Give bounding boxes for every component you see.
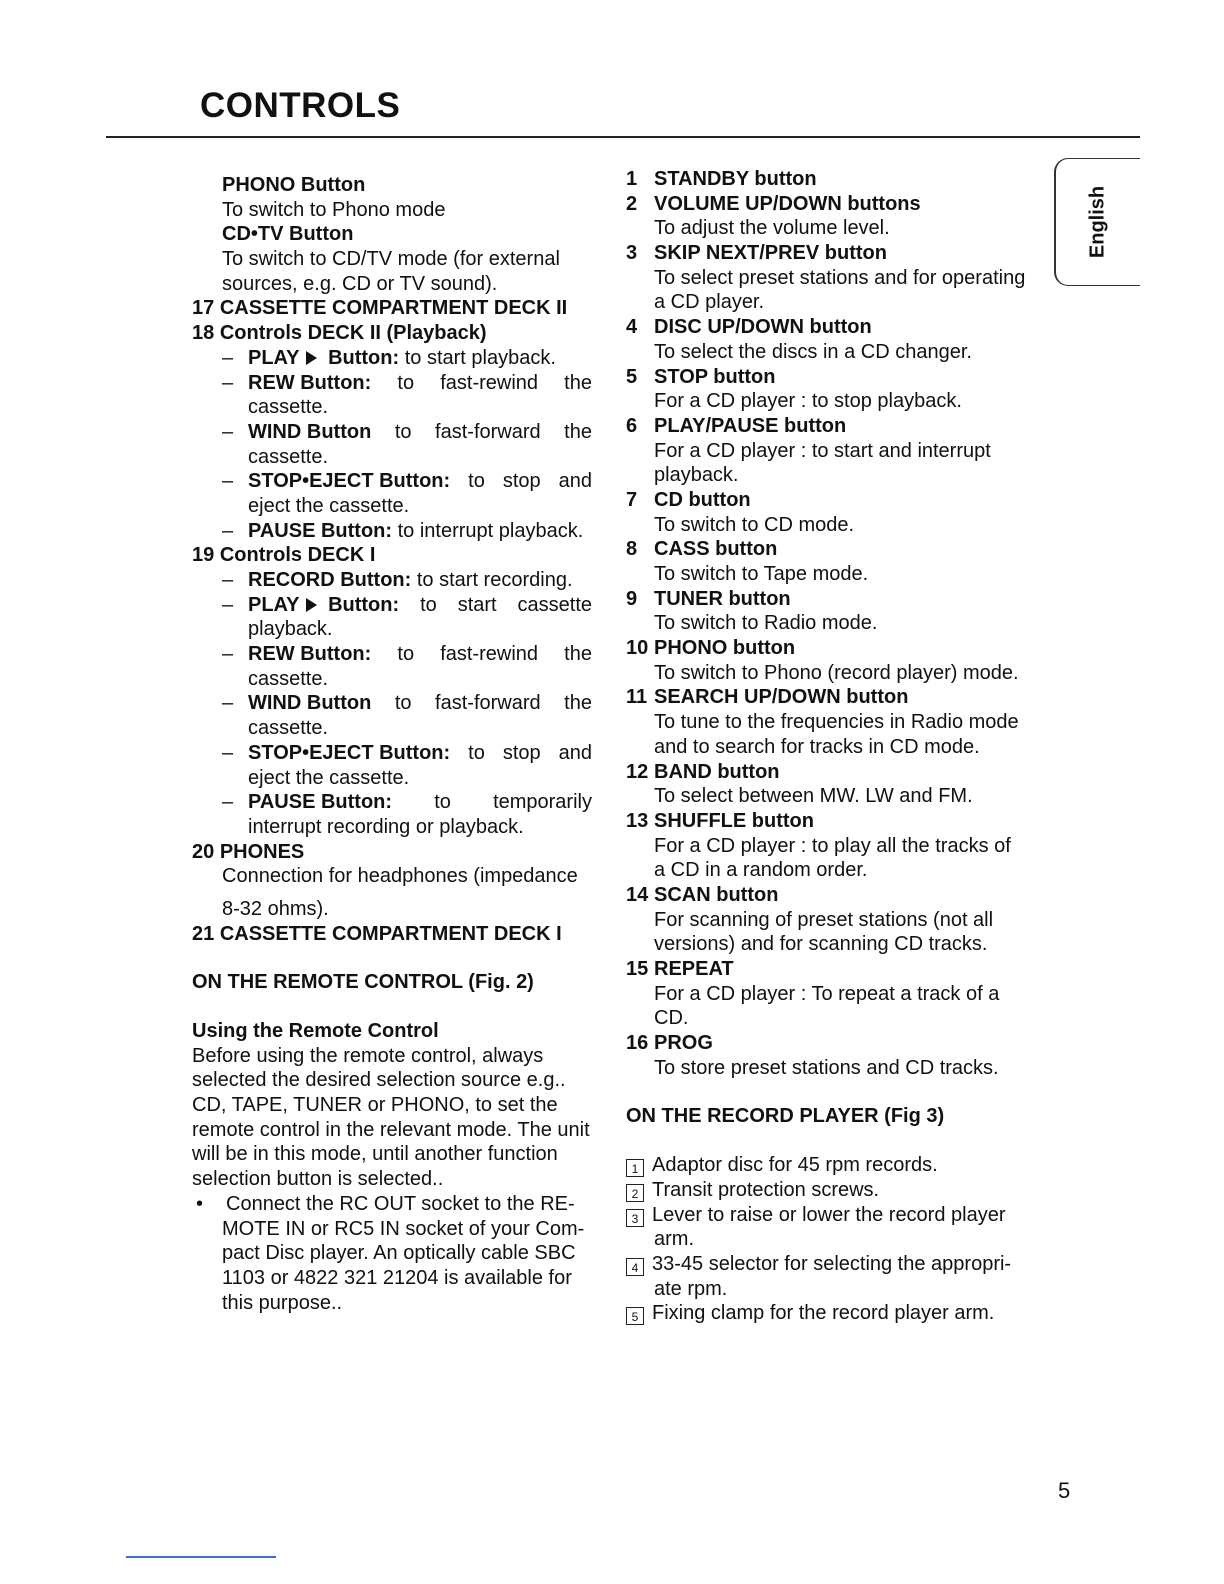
deck1-rew-w1: to [397, 643, 415, 666]
item-number: 13 [626, 809, 649, 832]
list-item [626, 883, 1026, 908]
item-description: For scanning of preset stations (not all [654, 908, 994, 931]
left-column [192, 173, 592, 1315]
item-label: CD button [654, 488, 751, 511]
deck2-rew-w1: to [397, 371, 415, 394]
deck2-stop-w3: and [558, 470, 592, 493]
item-description: versions) and for scanning CD tracks. [654, 933, 988, 956]
item-number: 5 [626, 365, 638, 388]
record-item-text: Adaptor disc for 45 rpm records. [652, 1154, 938, 1177]
bullet-line-1 [192, 1192, 592, 1217]
cdtv-desc-2: sources, e.g. CD or TV sound). [222, 272, 498, 295]
deck2-stop: – STOP•EJECT Button: to stop and [222, 470, 592, 493]
deck2-play-rest: Button: [322, 346, 400, 369]
item-description: To tune to the frequencies in Radio mode [654, 711, 1019, 734]
item-20-num: 20 [192, 840, 215, 863]
item-number: 6 [626, 414, 638, 437]
item-label: STANDBY button [654, 168, 817, 190]
deck1-wind-w3: the [564, 692, 592, 715]
language-label: English [1086, 185, 1109, 259]
list-item [626, 636, 1026, 661]
phono-title: PHONO Button [222, 174, 366, 196]
deck2-stop-cont: eject the cassette. [248, 494, 410, 517]
bullet-text-2: MOTE IN or RC5 IN socket of your Com- [222, 1217, 585, 1240]
item-description: playback. [654, 464, 739, 487]
list-item [626, 167, 1026, 192]
item-label: REPEAT [654, 958, 734, 980]
deck1-rew-label: REW Button: [248, 643, 372, 666]
deck1-stop-cont: eject the cassette. [248, 766, 410, 789]
item-label: CASS button [654, 538, 778, 561]
using-text-1: Before using the remote control, always [192, 1044, 544, 1067]
controls-list [626, 167, 1026, 1080]
record-item-text: arm. [654, 1228, 694, 1251]
using-text-3: CD, TAPE, TUNER or PHONO, to set the [192, 1094, 558, 1117]
deck2-rew-w3: the [564, 371, 592, 394]
item-description: To select preset stations and for operating [654, 266, 1026, 289]
item-17 [192, 296, 592, 321]
deck1-wind-w2: fast-forward [435, 692, 541, 715]
boxed-number-icon: 5 [626, 1307, 644, 1325]
using-text-5: will be in this mode, until another function [192, 1143, 558, 1166]
list-item [626, 192, 1026, 217]
deck1-stop-w1: to [468, 741, 485, 764]
deck2-wind-w1: to [394, 420, 412, 443]
remote-heading: ON THE REMOTE CONTROL (Fig. 2) [192, 971, 534, 994]
item-label: SEARCH UP/DOWN button [654, 686, 909, 709]
language-tab [1054, 158, 1140, 286]
item-number: 8 [626, 538, 638, 561]
list-item [626, 365, 1026, 390]
item-number: 2 [626, 192, 638, 215]
record-item [626, 1301, 1026, 1326]
item-19 [192, 543, 592, 568]
using-text-2: selected the desired selection source e.g.. [192, 1069, 566, 1092]
item-label: SKIP NEXT/PREV button [654, 242, 887, 265]
deck1-pause: – PAUSE Button: to temporarily [222, 791, 592, 814]
list-item [626, 315, 1026, 340]
using-text-4: remote control in the relevant mode. The unit [192, 1118, 590, 1141]
item-label: TUNER button [654, 587, 791, 610]
item-label: DISC UP/DOWN button [654, 316, 872, 339]
record-player-list [626, 1153, 1026, 1326]
record-item [626, 1252, 1026, 1277]
item-description: To switch to Radio mode. [654, 612, 878, 635]
record-item [626, 1277, 1026, 1302]
bullet-icon: • [196, 1192, 204, 1215]
item-number: 1 [626, 168, 638, 190]
list-item [626, 685, 1026, 710]
bullet-text-4: 1103 or 4822 321 21204 is available for [222, 1266, 572, 1289]
list-item [626, 537, 1026, 562]
item-18-label: Controls DECK II (Playback) [219, 322, 487, 345]
record-item-text: ate rpm. [654, 1277, 728, 1300]
record-item [626, 1203, 1026, 1228]
bullet-text-5: this purpose.. [222, 1291, 343, 1314]
item-label: SHUFFLE button [654, 809, 814, 832]
deck1-stop-w3: and [558, 741, 592, 764]
item-description: a CD player. [654, 291, 765, 314]
list-item [626, 1031, 1026, 1056]
item-21 [192, 922, 592, 947]
deck1-wind-w1: to [394, 692, 412, 715]
deck2-pause-desc: to interrupt playback. [392, 519, 584, 542]
deck2-wind-label: WIND Button [248, 420, 372, 443]
item-19-label: Controls DECK I [219, 544, 376, 567]
item-description: a CD in a random order. [654, 859, 868, 882]
deck1-pause-label: PAUSE Button: [248, 791, 393, 814]
deck1-play-w1: to [420, 593, 437, 616]
item-number: 12 [626, 760, 649, 783]
record-item-text: 33-45 selector for selecting the appropri- [652, 1252, 1012, 1275]
item-number: 15 [626, 958, 649, 980]
item-description: For a CD player : to start and interrupt [654, 439, 991, 462]
item-label: STOP button [654, 365, 776, 388]
deck1-stop-label: STOP•EJECT Button: [248, 741, 451, 764]
item-21-label: CASSETTE COMPARTMENT DECK I [219, 922, 562, 945]
deck2-wind-cont: cassette. [248, 445, 329, 468]
item-label: PHONO button [654, 637, 796, 660]
deck1-stop-w2: stop [502, 741, 541, 764]
bottom-rule [126, 1556, 276, 1558]
list-item [626, 488, 1026, 513]
item-description: and to search for tracks in CD mode. [654, 735, 980, 758]
deck1-stop: – STOP•EJECT Button: to stop and [222, 741, 592, 764]
item-label: SCAN button [654, 883, 779, 906]
item-20-label: PHONES [219, 840, 305, 863]
list-item [626, 760, 1026, 785]
deck1-play-cont: playback. [248, 618, 333, 641]
item-label: VOLUME UP/DOWN buttons [654, 192, 921, 215]
deck1-wind-label: WIND Button [248, 692, 372, 715]
phones-desc-1: Connection for headphones (impedance [222, 865, 578, 888]
deck2-rew-cont: cassette. [248, 396, 329, 419]
item-number: 4 [626, 316, 638, 339]
deck2-rew-label: REW Button: [248, 371, 372, 394]
deck1-play-label: PLAY [248, 593, 300, 616]
item-number: 16 [626, 1032, 649, 1055]
item-description: To switch to Tape mode. [654, 563, 869, 585]
item-description: CD. [654, 1007, 689, 1030]
deck1-record-desc: to start recording. [411, 569, 573, 591]
record-item-text: Lever to raise or lower the record player [652, 1203, 1006, 1226]
item-label: BAND button [654, 760, 780, 783]
deck2-rew-w2: fast-rewind [440, 371, 539, 394]
item-number: 11 [626, 686, 648, 709]
deck2-stop-w1: to [468, 470, 485, 493]
deck2-pause-label: PAUSE Button: [248, 519, 393, 542]
record-item-text: Fixing clamp for the record player arm. [652, 1302, 995, 1325]
item-number: 7 [626, 488, 638, 511]
deck1-wind: – WIND Button to fast-forward the [222, 692, 592, 715]
item-description: To select between MW. LW and FM. [654, 785, 973, 808]
deck1-rew-w3: the [564, 643, 592, 666]
deck2-wind: – WIND Button to fast-forward the [222, 420, 592, 443]
item-18 [192, 321, 592, 346]
phones-desc-2: 8-32 ohms). [222, 897, 329, 920]
right-column [626, 167, 1026, 1326]
item-17-label: CASSETTE COMPARTMENT DECK II [219, 297, 568, 320]
deck1-pause-w1: to [434, 791, 451, 814]
boxed-number-icon: 2 [626, 1184, 644, 1202]
list-item [626, 957, 1026, 982]
deck1-record: – RECORD Button: to start recording. [222, 569, 573, 591]
deck2-stop-label: STOP•EJECT Button: [248, 470, 451, 493]
item-description: To adjust the volume level. [654, 217, 890, 240]
boxed-number-icon: 4 [626, 1258, 644, 1276]
item-17-num: 17 [192, 297, 215, 320]
deck1-rew-cont: cassette. [248, 667, 329, 690]
item-18-num: 18 [192, 322, 215, 345]
cdtv-title: CD•TV Button [222, 223, 354, 246]
using-remote-heading: Using the Remote Control [192, 1020, 439, 1042]
item-description: For a CD player : To repeat a track of a [654, 982, 1000, 1005]
deck2-rew: – REW Button: to fast-rewind the [222, 371, 592, 394]
deck1-record-label: RECORD Button: [248, 569, 412, 591]
page-number: 5 [1058, 1478, 1071, 1503]
page-title: CONTROLS [200, 86, 401, 125]
deck1-play: – PLAY Button: to start cassette [222, 593, 592, 616]
deck2-play: – PLAY Button: to start playback. [222, 346, 556, 369]
header-rule [106, 136, 1140, 138]
record-item-text: Transit protection screws. [652, 1178, 880, 1201]
using-text-6: selection button is selected.. [192, 1168, 444, 1191]
deck1-wind-cont: cassette. [248, 717, 329, 740]
deck1-play-w3: cassette [517, 593, 592, 616]
item-description: For a CD player : to stop playback. [654, 390, 962, 413]
list-item [626, 241, 1026, 266]
deck2-pause: – PAUSE Button: to interrupt playback. [222, 519, 584, 542]
record-item [626, 1178, 1026, 1203]
deck2-play-desc: to start playback. [399, 346, 556, 369]
list-item [626, 809, 1026, 834]
list-item [626, 587, 1026, 612]
item-number: 14 [626, 883, 649, 906]
deck1-play-rest: Button: [322, 593, 400, 616]
item-description: To switch to CD mode. [654, 513, 855, 536]
item-number: 3 [626, 242, 638, 265]
deck2-stop-w2: stop [502, 470, 541, 493]
bullet-text-1: Connect the RC OUT socket to the RE- [226, 1192, 575, 1215]
item-number: 9 [626, 587, 638, 610]
item-label: PLAY/PAUSE button [654, 414, 847, 437]
cdtv-desc-1: To switch to CD/TV mode (for external [222, 248, 560, 271]
deck1-play-w2: start [457, 593, 497, 616]
record-player-heading: ON THE RECORD PLAYER (Fig 3) [626, 1105, 945, 1128]
bullet-text-3: pact Disc player. An optically cable SBC [222, 1242, 576, 1265]
boxed-number-icon: 1 [626, 1159, 644, 1177]
item-description: To switch to Phono (record player) mode. [654, 661, 1019, 684]
deck2-wind-w2: fast-forward [435, 420, 541, 443]
deck1-pause-w2: temporarily [493, 791, 592, 814]
deck1-rew-w2: fast-rewind [440, 643, 539, 666]
list-item [626, 414, 1026, 439]
play-triangle-icon [306, 351, 317, 365]
record-item [626, 1227, 1026, 1252]
deck1-pause-cont: interrupt recording or playback. [248, 815, 524, 838]
record-item [626, 1153, 1026, 1178]
item-label: PROG [654, 1032, 713, 1055]
phono-desc: To switch to Phono mode [222, 198, 446, 221]
item-19-num: 19 [192, 544, 215, 567]
item-description: For a CD player : to play all the tracks of [654, 834, 1011, 857]
deck1-rew: – REW Button: to fast-rewind the [222, 643, 592, 666]
play-triangle-icon [306, 598, 317, 612]
item-number: 10 [626, 637, 649, 660]
item-description: To select the discs in a CD changer. [654, 340, 972, 363]
item-description: To store preset stations and CD tracks. [654, 1056, 999, 1079]
deck2-wind-w3: the [564, 420, 592, 443]
boxed-number-icon: 3 [626, 1209, 644, 1227]
deck2-play-label: PLAY [248, 346, 300, 369]
item-20 [192, 840, 592, 865]
item-21-num: 21 [192, 922, 215, 945]
